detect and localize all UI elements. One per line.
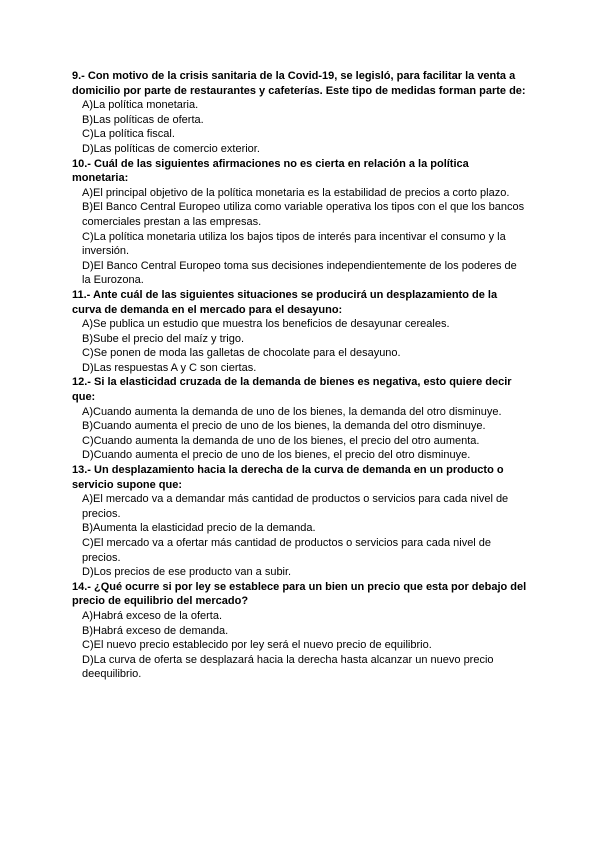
question-text: 12.- Si la elasticidad cruzada de la demanda de bienes es negativa, esto quiere decir que:: [72, 376, 512, 404]
question-10: [72, 157, 528, 288]
question-text: 14.- ¿Qué ocurre si por ley se establece para un bien un precio que esta por debajo del precio de equilibrio del mercado?: [72, 580, 527, 608]
option-a: A)Cuando aumenta la demanda de uno de los bienes, la demanda del otro disminuye.: [82, 405, 502, 418]
question-12: [72, 375, 528, 463]
option-c: C)El nuevo precio establecido por ley será el nuevo precio de equilibrio.: [82, 639, 432, 652]
option-d: D)Las políticas de comercio exterior.: [82, 142, 260, 155]
question-13: [72, 463, 528, 580]
option-b: B)Cuando aumenta el precio de uno de los bienes, la demanda del otro disminuye.: [82, 420, 486, 433]
question-14: [72, 580, 528, 682]
option-b: B)Sube el precio del maíz y trigo.: [82, 332, 245, 345]
option-b: B)El Banco Central Europeo utiliza como variable operativa los tipos con el que los bancos comerciales prestan a las empresas.: [82, 201, 525, 228]
option-b: B)Las políticas de oferta.: [82, 113, 204, 126]
question-text: 13.- Un desplazamiento hacia la derecha de la curva de demanda en un producto o servicio supone que:: [72, 464, 504, 491]
question-text: 9.- Con motivo de la crisis sanitaria de la Covid-19, se legisló, para facilitar la venta a domicilio por parte de restaurantes y cafeterías. Este tipo de medidas forman parte de:: [72, 70, 526, 97]
option-d: D)La curva de oferta se desplazará hacia la derecha hasta alcanzar un nuevo precio deequilibrio.: [82, 653, 494, 681]
option-d: D)Los precios de ese producto van a subir.: [82, 566, 292, 579]
option-c: C)El mercado va a ofertar más cantidad de productos o servicios para cada nivel de precios.: [82, 537, 492, 564]
question-9: [72, 69, 528, 157]
option-a: A)El principal objetivo de la política monetaria es la estabilidad de precios a corto plazo.: [82, 186, 510, 199]
option-d: D)Cuando aumenta el precio de uno de los bienes, el precio del otro disminuye.: [82, 449, 471, 462]
option-a: A)Se publica un estudio que muestra los beneficios de desayunar cereales.: [82, 318, 450, 331]
option-d: D)El Banco Central Europeo toma sus decisiones independientemente de los poderes de la Eurozona.: [82, 259, 517, 287]
option-a: A)Habrá exceso de la oferta.: [82, 609, 223, 622]
option-c: C)Cuando aumenta la demanda de uno de los bienes, el precio del otro aumenta.: [82, 434, 480, 447]
option-d: D)Las respuestas A y C son ciertas.: [82, 361, 257, 374]
option-b: B)Habrá exceso de demanda.: [82, 624, 229, 637]
option-c: C)La política fiscal.: [82, 128, 175, 141]
question-text: 11.- Ante cuál de las siguientes situaciones se producirá un desplazamiento de la curva de demanda en el mercado para el desayuno:: [72, 288, 498, 316]
option-a: A)El mercado va a demandar más cantidad de productos o servicios para cada nivel de precios.: [82, 493, 509, 520]
question-text: 10.- Cuál de las siguientes afirmaciones no es cierta en relación a la política monetaria:: [72, 157, 469, 185]
question-11: [72, 288, 528, 376]
option-c: C)Se ponen de moda las galletas de chocolate para el desayuno.: [82, 347, 401, 360]
document-page: [72, 69, 528, 682]
option-c: C)La política monetaria utiliza los bajos tipos de interés para incentivar el consumo y la inversión.: [82, 230, 506, 258]
option-a: A)La política monetaria.: [82, 99, 199, 112]
option-b: B)Aumenta la elasticidad precio de la demanda.: [82, 522, 316, 535]
